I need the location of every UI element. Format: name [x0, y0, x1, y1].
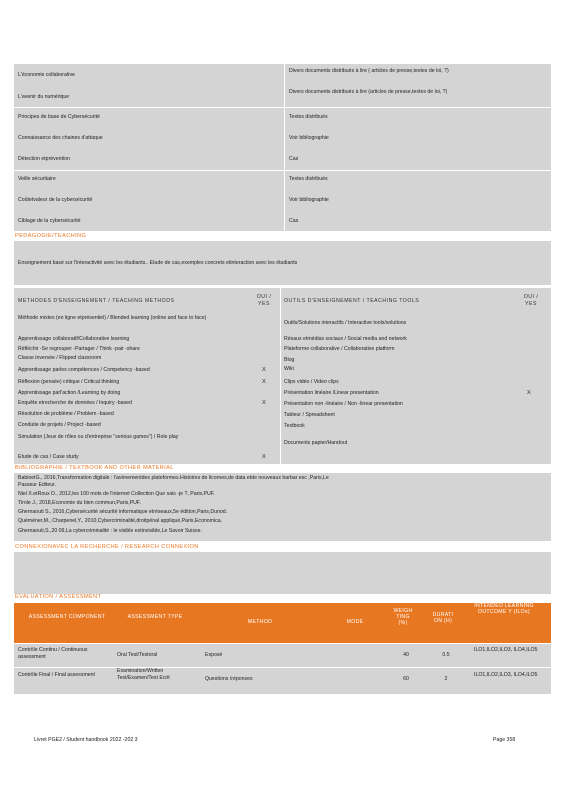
objective-right-4: Cas — [289, 156, 299, 162]
col-component: ASSESSMENT COMPONENT — [28, 614, 106, 620]
pedagogy-text: Enseignement basé sur l'interactivité avec les étudiants.. Etude de cas,exemples concrets etinteraction avec les étudiants — [18, 260, 298, 266]
tool-check: X — [527, 390, 531, 396]
methods-yes-header: OUI / YES — [256, 294, 272, 307]
eval-ilo: ILO1,ILO2,ILO3, ILO4,ILO5 — [474, 672, 538, 678]
method-item: Apprentissage parl'action /Learning by doing — [18, 390, 121, 396]
objective-right-2: Textes distribués — [289, 114, 328, 120]
tool-item: Documents papier/Handout — [284, 440, 348, 446]
row-separator — [14, 107, 551, 108]
bib-line: BabinetG., 2016,Transformation digitale : l'avènementdes plateformes.Histoires de licornes,de data etde nouveaux barbar esc ,Paris,Le — [18, 475, 329, 481]
row-separator — [14, 170, 551, 171]
objective-left-4: Détection etprévention — [18, 156, 70, 162]
objective-right-0: Divers documents distribués à lire ( articles de presse,textes de loi, ?) — [289, 68, 449, 74]
col-duration: DURATI ON (H) — [432, 612, 454, 624]
method-check: X — [262, 379, 266, 385]
col-mode: MODE — [346, 619, 364, 625]
eval-component: Contrôle Continu / Continuous assessment — [18, 647, 88, 660]
objective-left-3: Connaissance des chaines d'attaque — [18, 135, 103, 141]
objective-right-5: Textes distribués — [289, 176, 328, 182]
tool-item: Outils/Solutions interactifs / Interactive tools/solutions — [284, 320, 407, 326]
row-separator — [14, 667, 551, 668]
eval-type: Oral Test/Testoral — [117, 652, 158, 658]
objective-left-0: L'économie collaborative — [18, 72, 75, 78]
objective-left-6: Coûtetvaleur de la cybersécurité — [18, 197, 93, 203]
bib-line: Ghernaouti S., 2016,Cybersécurité sécurité informatique etréseaux,5e édition,Paris,Dunod. — [18, 509, 228, 515]
objective-left-1: L'avenir du numérique — [18, 94, 70, 100]
tools-header: OUTILS D'ENSEIGNEMENT / TEACHING TOOLS — [284, 298, 420, 304]
tool-item: Présentation linéaire /Linear presentation — [284, 390, 379, 396]
objective-right-6: Voir bibliographie — [289, 197, 329, 203]
methods-divider — [280, 288, 281, 464]
bib-line: Niel X.etRoux D., 2012,les 100 mots de l'internet Collection Que sais -je ?, Paris,PUF. — [18, 491, 215, 497]
tool-item: Présentation non -linéaire / Non -linear presentation — [284, 401, 403, 407]
eval-method: Exposé — [205, 652, 223, 658]
method-item: Résolution de problème / Problem -based — [18, 411, 114, 417]
objective-left-2: Principes de base de Cybersécurité — [18, 114, 100, 120]
col-method: METHOD — [247, 619, 273, 625]
tools-yes-header: OUI / YES — [523, 294, 539, 307]
method-item: Méthode mixtes (en ligne etprésentiel) / Blended learning (online and face to face) — [18, 315, 207, 321]
tool-item: Résaux etmédias sociaux / Social media and network — [284, 336, 407, 342]
methods-header: METHODES D'ENSEIGNEMENT / TEACHING METHODS — [18, 298, 175, 304]
bib-line: Ghernaouti,S.,20 09,La cybercriminalité : le visible estinvisible,Le Savoir Suisse. — [18, 528, 202, 534]
objective-right-3: Voir bibliographie — [289, 135, 329, 141]
eval-ilo: ILO1,ILO2,ILO3, ILO4,ILO5 — [474, 647, 538, 653]
col-weighting: WEIGH TING (%) — [393, 608, 413, 626]
method-item: Réfléchir -Se regrouper -Partager / Think -pair -share — [18, 346, 140, 352]
eval-weighting: 60 — [403, 676, 409, 682]
method-item: Conduite de projets / Project -based — [18, 422, 101, 428]
method-item: Réflexion (pensée) critique / Critical thinking — [18, 379, 120, 385]
bib-line: Quéméner,M., Charpenel,Y., 2010,Cybercriminalité,droitpénal appliqué,Paris,Economica. — [18, 518, 223, 524]
objectives-divider — [284, 64, 285, 231]
eval-method: Questions /réponses — [205, 676, 253, 682]
objective-left-5: Veille sécuritaire — [18, 176, 56, 182]
method-item: Apprentissage collaboratif/Collaborative learning — [18, 336, 130, 342]
footer-page-number: Page 358 — [493, 737, 516, 743]
method-item: Enquête etrecherche de données / Inquiry -based — [18, 400, 132, 406]
eval-weighting: 40 — [403, 652, 409, 658]
tool-item: Textbook — [284, 423, 305, 429]
eval-duration: 2 — [444, 676, 448, 682]
method-check: X — [262, 454, 266, 460]
objective-right-7: Cas — [289, 218, 299, 224]
method-item: Apprentissage parles compétences / Competency -based — [18, 367, 150, 373]
footer-handbook: Livret PGE2 / Student handbook 2022 -202 3 — [34, 737, 138, 743]
eval-component: Contrôle Final / Final assessment — [18, 672, 95, 678]
tool-item: Wiki — [284, 366, 294, 372]
method-item: Classe inversée / Flipped classroom — [18, 355, 102, 361]
bibliography-title: BIBLIOGRAPHIE / TEXTBOOK AND OTHER MATERIAL — [15, 465, 174, 471]
eval-duration: 0.5 — [442, 652, 450, 658]
method-check: X — [262, 367, 266, 373]
tool-item: Tableur / Spreadsheet — [284, 412, 335, 418]
research-title: CONNEXIONAVEC LA RECHERCHE / RESEARCH CONNEXION — [15, 544, 199, 550]
objective-left-7: Ciblage de la cybersécurité — [18, 218, 81, 224]
objective-right-1: Divers documents distribués à lire (articles de presse,textes de loi, ?) — [289, 89, 448, 95]
eval-type: Examination/Written Test/Examen/Test Ecrit — [117, 668, 170, 681]
method-item: Simulation (Jeux de rôles ou d'entreprise "serious games") / Role play — [18, 434, 179, 440]
evaluation-title: EVALUATION / ASSESSMENT — [15, 594, 102, 600]
method-check: X — [262, 400, 266, 406]
method-item: Etude de cas / Case study — [18, 454, 79, 460]
col-type: ASSESSMENT TYPE — [127, 614, 183, 620]
col-outcome: INTENDED LEARNING OUTCOME Y (ILOs) — [474, 603, 534, 615]
bib-line: Passeur Editeur. — [18, 482, 57, 488]
bib-line: Tirole J., 2018,Economie du bien commun,Paris,PUF. — [18, 500, 141, 506]
research-box — [14, 552, 551, 594]
tool-item: Clips vidéo / Video clips — [284, 379, 339, 385]
tool-item: Blog — [284, 357, 295, 363]
tool-item: Plateforme collaborative / Collaborative platform — [284, 346, 395, 352]
pedagogy-title: PEDAGOGIE/TEACHING — [15, 233, 87, 239]
